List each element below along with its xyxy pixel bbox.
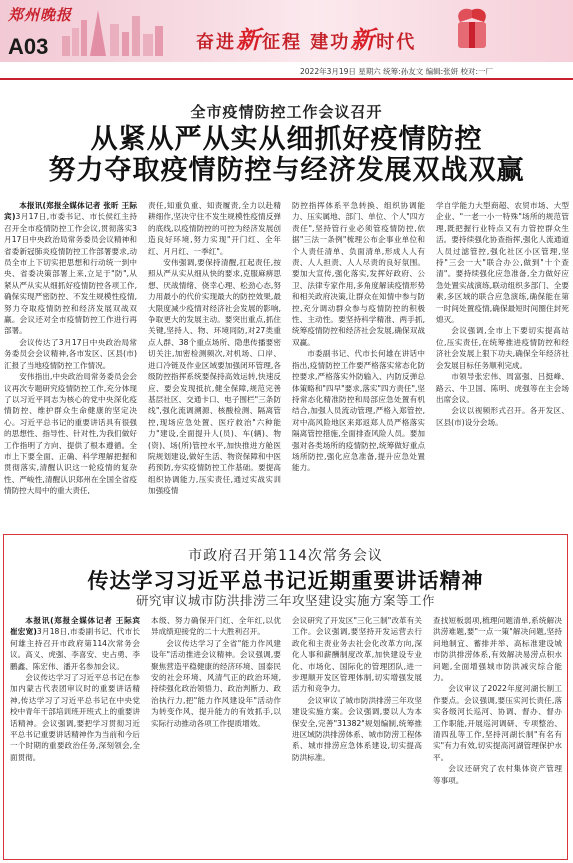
article2-column — [10, 615, 140, 853]
issue-meta: 2022年3月19日 星期六 统筹:孙友文 编辑:张妍 校对:一厂 — [300, 67, 494, 76]
article1-column — [4, 200, 137, 518]
article2-subtitle: 市政府召开第114次常务会议 — [188, 548, 383, 564]
article1-paragraph: 安伟指出,中央政治局常务委员会会议再次专题研究疫情防控工作,充分体现了以习近平同志为核心的党中央深化疫情防控、维护群众生命健康的坚定决心。习近平总书记的重要讲话具有很强的思想性、指导性、针对性,为我们做好工作指明了方向、提供了根本遵循。全市上下要全面、正确、科学理解把握和贯彻落实,清醒认识这一轮疫情的复杂性、严峻性,清醒认识郑州在全国全省疫情防控大局中的重大责任, — [4, 372, 137, 496]
article2-paragraph: 会议审议了2022年度河湖长制工作要点。会议强调,要压实河长责任,落实各级河长巡河、协调、督办、督办工作职能,开展巡河调研、专项整治、清四乱等工作,坚持河湖长制"有名有实"有力有效,切实提高河湖管理保护水平。 — [433, 684, 562, 762]
article1-column — [292, 200, 425, 518]
article2-column — [292, 615, 422, 853]
article1-byline: 本报讯(郑报全媒体记者 张昕 王际宾) — [4, 201, 137, 222]
article2-body — [10, 615, 562, 853]
article2-paragraph: 查找短板弱项,梳理问题清单,系统解决洪涝难题,要"一点一策"解决问题,坚持问地制宜、蓄排并举、高标准建设城市防洪排涝体系,有效解决易涝点积水问题,全面增强城市防洪减灾综合能力。 — [433, 616, 562, 683]
article1-paragraph: 市委副书记、代市长何雄在讲话中指出,疫情防控工作要严格落实常态化防控要求,严格落实外防输入、内防反弹总体策略和"四早"要求,落实"四方责任",坚持常态化精准防控和局部应急处置有机结合,加强人员流动管理,严格入郑管控,对中高风险地区来郑返郑人员严格落实隔离管控措施,全面排查风险人员。要加强对各类场所的疫情防控,统筹做好重点场所防控,强化应急准备,提升应急处置能力。 — [292, 349, 425, 473]
article1-column — [148, 200, 281, 518]
slogan-part: 奋进 — [196, 32, 236, 53]
paper-name: 郑州晚报 — [8, 6, 73, 24]
article1-paragraph: 3月17日,市委书记、市长侯红主持召开全市疫情防控工作会议,贯彻落实3月17日中央政治局常务委员会议精神和省委新冠肺炎疫情防控工作部署要求,动员全市上下切实把思想和行动统一到中央、省委决策部署上来,立足于"防",从紧从严从实从细抓好疫情防控各项工作,确保实现严密防控、不发生规模性疫情,努力夺取疫情防控和经济发展双战双赢。会议还对全市疫情防控工作进行再部署。 — [4, 212, 137, 336]
article1-headline-line2: 努力夺取疫情防控与经济发展双战双赢 — [48, 155, 525, 186]
article2-box — [3, 534, 568, 860]
article2-headline: 传达学习习近平总书记近期重要讲话精神 — [87, 569, 484, 593]
article2-column — [433, 615, 562, 853]
article1-paragraph: 会议强调,全市上下要切实提高站位,压实责任,在统筹推进疫情防控和经济社会发展上狠下功夫,确保全年经济社会发展目标任务顺利完成。 — [436, 326, 569, 370]
article1-subtitle: 全市疫情防控工作会议召开 — [190, 103, 383, 121]
article1-paragraph: 安伟强调,要保持清醒,扛起责任,按照从严从实从细从快的要求,克服麻痹思想、厌战情绪、侥幸心理、松劲心态,努力用最小的代价实现最大的防控效果,最大限度减少疫情对经济社会发展的影响,争取更大的发展主动。要突出重点,抓住关键,坚持人、物、环境同防,对27类重点人群、38个重点场所、隐患传播要密切关注,加密检测频次,对机场、口岸、进口冷链及作业区域要加强闭环管理,各级防控指挥系统要保持高效运转,快速反应、要会发现抵抗,健全保障,规范完善基层社区、交通卡口、电子围栏"三条防线",强化流调溯源、核酸检测、隔离管控,现场应急处置、医疗救治"六种能力"建设,全面提升人(员)、车(辆)、物(资)、场(所)管控水平,加快推进方舱医院规划建设,做好生活、物资保障和中医药预防,夯实疫情防控工作基础。要提高组织协调能力,压实责任,通过实战实训加强疫情 — [148, 258, 281, 496]
article1-paragraph: 学自学能力大型商超、农贸市场、大型企业、"一老一小一特殊"场所的规范管理,既把握行业特点又有力管控群众生活。要持续强化协查指挥,强化人流通道人员过滤管控,强化社区小区管理,坚持"三会一大"联合办公,做到"十个查清"。要持续强化应急准备,全力做好应急处置实战演练,联动组织多部门、全要素,多区域的联合应急演练,确保能在第一时间处置疫情,确保最短时间圈住封死熄灭。 — [436, 201, 569, 325]
article1-paragraph: 责任,知重负重、知责履责,全力以赴精耕细作,坚决守住不发生规模性疫情反弹的底线,以疫情防控的可控为经济发展创造良好环境,努力实现"开门红、全年红、月月红、一季红"。 — [148, 201, 281, 256]
article2-paragraph: 本级、努力确保开门红、全年红,以优异成绩迎接党的二十大胜利召开。 — [151, 616, 281, 637]
article1-headline — [0, 124, 573, 186]
slogan-part: 时代 — [376, 32, 417, 53]
article2-paragraph: 会议审议了城市防洪排涝三年攻坚建设实施方案。会议强调,要以人为本保安全,完善"31382"规划编制,统筹推进区域防洪排涝体系、城市防涝工程体系、城市排涝应急体系建设,切实提高防洪标准。 — [292, 695, 422, 762]
ribbon-decoration-icon — [450, 6, 494, 52]
slogan-emphasis: 新 — [350, 26, 377, 54]
divider — [0, 78, 573, 80]
slogan-emphasis: 新 — [236, 26, 262, 54]
article2-paragraph: 会议研究了开发区"三化三制"改革有关工作。会议强调,要坚持开发运营去行政化和主责业务去社会化改革方向,深化人事和薪酬制度改革,加快建设专业化、市场化、国际化的管理团队,进一步理顺开发区管理体制,切实增强发展活力和竞争力。 — [292, 616, 422, 694]
article1-paragraph: 市领导张宏伟、周富强、吕挺峰、路云、牛卫国、陈明、虎强等在主会场出席会议。 — [436, 372, 569, 404]
article2-paragraph: 会议传达学习了习近平总书记在参加内蒙古代表团审议时的重要讲话精神,传达学习了习近平总书记在中央党校中青年干部培训班开班式上的重要讲话精神。会议强调,要把学习贯彻习近平总书记重要讲话精神作为当前和今后一个时期的重要政治任务,深刻领会,全面贯彻。 — [10, 673, 140, 762]
article1-paragraph: 会议以视频形式召开。各开发区、区县(市)设分会场。 — [436, 406, 569, 427]
city-skyline-icon — [60, 6, 170, 58]
article1-paragraph: 会议传达了3月17日中央政治局常务委员会会议精神,各市发区、区县(市)汇报了当地疫情防控工作情况。 — [4, 337, 137, 370]
article1-column — [436, 200, 569, 518]
article2-paragraph: 3月18日,市委副书记、代市长何雄主持召开市政府第114次常务会议。高义、虎强、李喜安、史占勇、李鹏鑫、陈宏伟、潘开名参加会议。 — [10, 627, 140, 671]
slogan — [196, 20, 416, 55]
slogan-part: 征程 建功 — [262, 32, 351, 53]
article2-byline: 本报讯(郑报全媒体记者 王际宾 崔宏宽) — [10, 616, 140, 637]
article2-paragraph: 会议传达学习了全省"能力作风建设年"活动推进会议精神。会议强调,要聚焦营造平稳健康的经济环境、国泰民安的社会环境、风清气正的政治环境,持续强化政治领悟力、政治判断力、政治执行力,把"能力作风建设年"活动作为转变作风、提升能力的有效抓手,以实际行动推动各项工作提质增效。 — [151, 638, 281, 728]
article2-paragraph: 会议还研究了农村集体资产管理等事项。 — [433, 764, 562, 785]
masthead-banner — [0, 0, 573, 62]
article1-body — [4, 200, 569, 518]
page-code: A03 — [8, 34, 49, 59]
article2-deck: 研究审议城市防洪排涝三年攻坚建设实施方案等工作 — [135, 593, 435, 608]
article2-column — [151, 615, 281, 853]
article1-headline-line1: 从紧从严从实从细抓好疫情防控 — [90, 124, 483, 155]
article1-paragraph: 防控指挥体系平急转换、组织协调能力、压实属地、部门、单位、个人"四方责任",坚持管行业必须管疫情防控,依据"三法一条例"梳理公布企事业单位和个人责任清单、负面清单,形成人人有责、人人担责、人人尽责的良好氛围。要加大宣传,强化落实,发挥好政府、公卫、法律专家作用,多角度解读疫情形势和相关政府决策,让群众在知情中参与防控,充分调动群众参与疫情防控的积极性、主动性。要坚持科学精准、两手抓,统筹疫情防控和经济社会发展,确保双战双赢。 — [292, 201, 425, 347]
